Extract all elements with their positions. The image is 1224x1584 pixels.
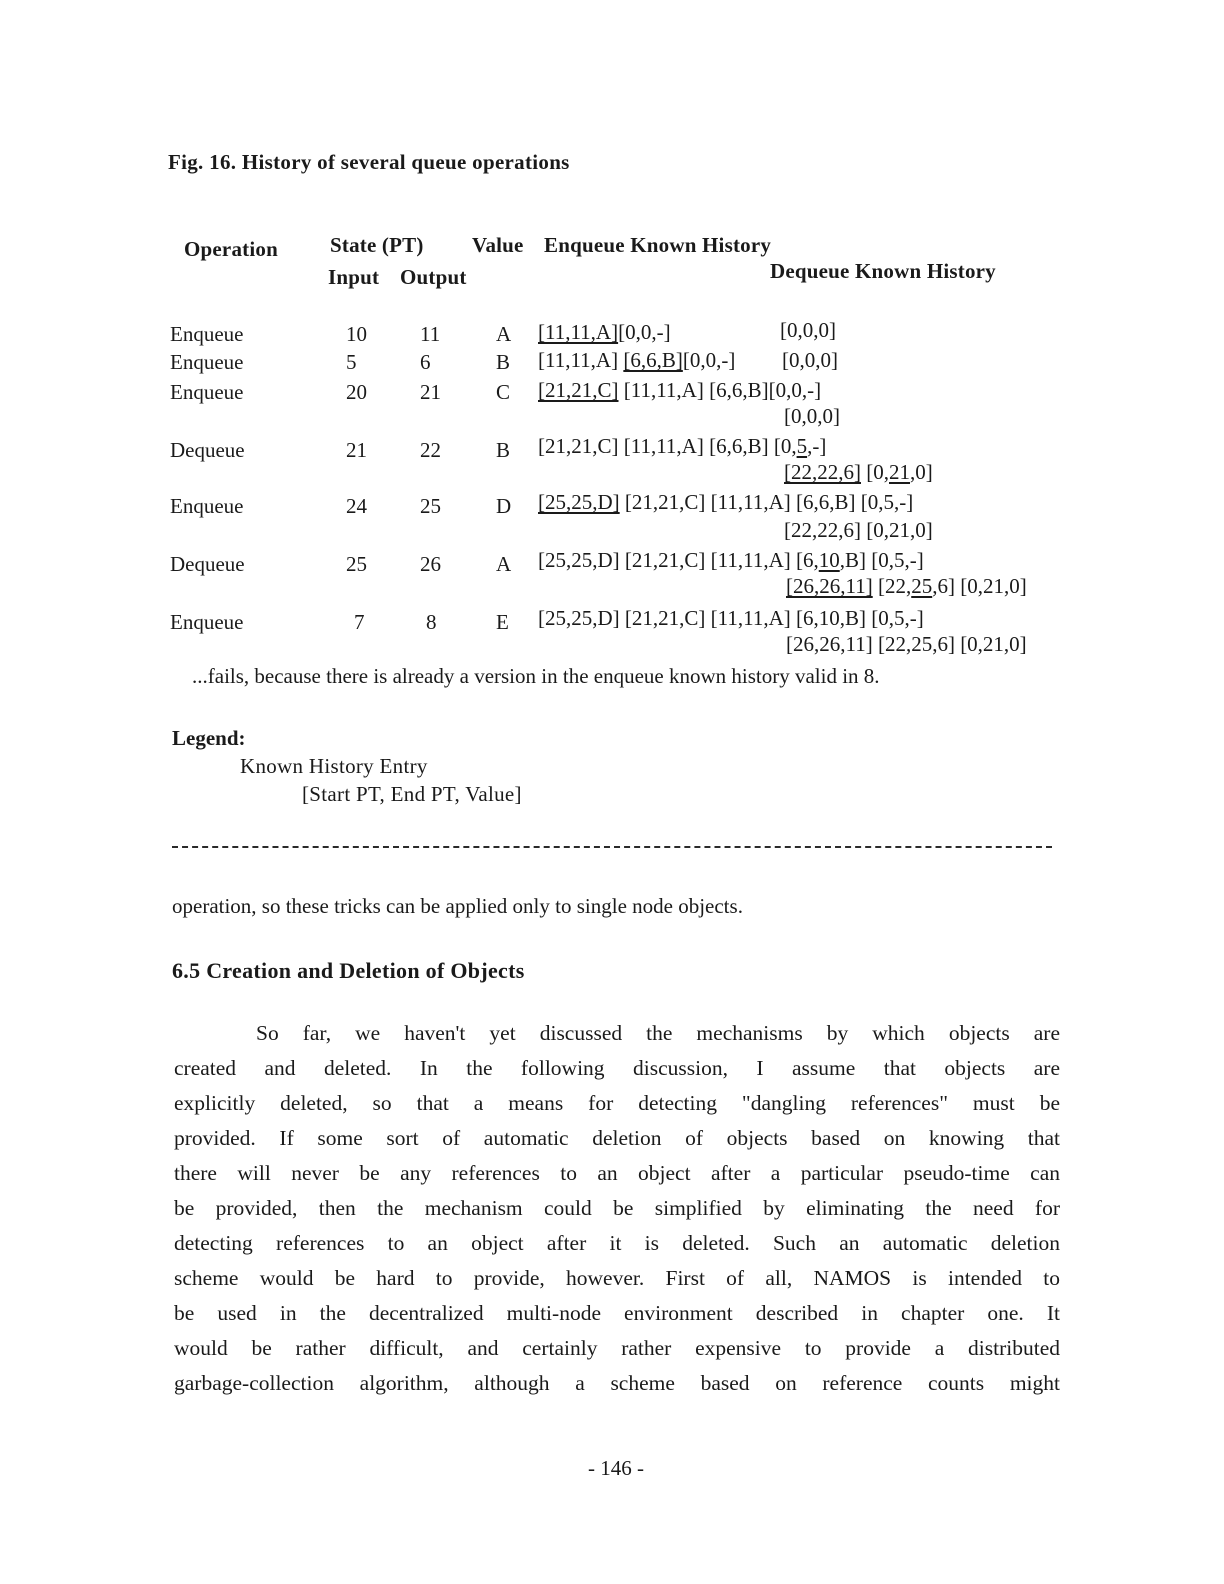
body-paragraph bbox=[174, 1016, 1060, 1401]
section-heading: 6.5 Creation and Deletion of Objects bbox=[172, 958, 525, 983]
row-operation: Enqueue bbox=[170, 350, 244, 374]
legend-line: Known History Entry bbox=[240, 754, 428, 778]
header-operation: Operation bbox=[184, 237, 278, 261]
row-value: C bbox=[496, 380, 511, 404]
row-input: 7 bbox=[354, 610, 365, 634]
row-dequeue-history: [26,26,11] [22,25,6] [0,21,0] bbox=[786, 632, 1027, 656]
row-enqueue-history: [25,25,D] [21,21,C] [11,11,A] [6,10,B] [0,5,-] bbox=[538, 606, 924, 630]
header-dequeue-history: Dequeue Known History bbox=[770, 259, 996, 283]
paragraph-line: garbage-collection algorithm, although a scheme based on reference counts might bbox=[174, 1371, 1060, 1395]
row-operation: Enqueue bbox=[170, 380, 244, 404]
paragraph-line: be used in the decentralized multi-node environment described in chapter one. It bbox=[174, 1301, 1060, 1325]
figure-caption: Fig. 16. History of several queue operations bbox=[168, 150, 570, 174]
header-enqueue-history: Enqueue Known History bbox=[544, 233, 772, 257]
paragraph-line: scheme would be hard to provide, however. First of all, NAMOS is intended to bbox=[174, 1266, 1060, 1290]
paragraph-line: explicitly deleted, so that a means for detecting "dangling references" must be bbox=[174, 1091, 1060, 1115]
row-input: 25 bbox=[346, 552, 367, 576]
row-enqueue-history bbox=[538, 348, 735, 373]
row-operation: Enqueue bbox=[170, 322, 244, 346]
row-dequeue-history: [0,0,0] bbox=[780, 318, 836, 342]
row-value: A bbox=[496, 552, 512, 576]
history-entry-new: [25,25,D] bbox=[538, 490, 620, 514]
row-value: A bbox=[496, 322, 512, 346]
history-entries: ,-] bbox=[807, 434, 827, 458]
row-output: 22 bbox=[420, 438, 441, 462]
history-entries: [21,21,C] [11,11,A] [6,6,B] [0, bbox=[538, 434, 797, 458]
history-entry-new: [6,6,B] bbox=[623, 348, 683, 372]
row-input: 21 bbox=[346, 438, 367, 462]
history-entries: ,0] bbox=[910, 460, 933, 484]
continuation-text: operation, so these tricks can be applied only to single node objects. bbox=[172, 894, 743, 918]
history-entry-changed: 5 bbox=[796, 434, 808, 458]
row-enqueue-history bbox=[538, 378, 821, 403]
history-entries: ,6] [0,21,0] bbox=[932, 574, 1027, 598]
history-entry-new: [21,21,C] bbox=[538, 378, 619, 402]
history-entry-changed: 10 bbox=[818, 548, 840, 572]
history-entries: ,B] [0,5,-] bbox=[839, 548, 924, 572]
row-operation: Enqueue bbox=[170, 610, 244, 634]
history-entries: [11,11,A] bbox=[538, 348, 624, 372]
row-output: 25 bbox=[420, 494, 441, 518]
row-value: D bbox=[496, 494, 512, 518]
row-enqueue-history bbox=[538, 490, 913, 515]
paragraph-line: would be rather difficult, and certainly rather expensive to provide a distributed bbox=[174, 1336, 1060, 1360]
row-value: E bbox=[496, 610, 509, 634]
history-entry-changed: 21 bbox=[889, 460, 910, 484]
paragraph-line: provided. If some sort of automatic deletion of objects based on knowing that bbox=[174, 1126, 1060, 1150]
header-value: Value bbox=[472, 233, 524, 257]
dashed-divider bbox=[172, 846, 1052, 848]
row-dequeue-history: [0,0,0] bbox=[784, 404, 840, 428]
legend-title: Legend: bbox=[172, 726, 246, 750]
row-enqueue-history bbox=[538, 548, 924, 573]
paragraph-line: be provided, then the mechanism could be simplified by eliminating the need for bbox=[174, 1196, 1060, 1220]
history-entries: [0,0,-] bbox=[618, 320, 671, 344]
row-output: 21 bbox=[420, 380, 441, 404]
row-dequeue-history: [0,0,0] bbox=[782, 348, 838, 372]
header-output: Output bbox=[400, 265, 467, 289]
row-operation: Dequeue bbox=[170, 552, 245, 576]
row-dequeue-history bbox=[786, 574, 1027, 599]
paragraph-line: So far, we haven't yet discussed the mechanisms by which objects are bbox=[256, 1021, 1060, 1045]
paragraph-line: there will never be any references to an object after a particular pseudo-time can bbox=[174, 1161, 1060, 1185]
history-entries: [21,21,C] [11,11,A] [6,6,B] [0,5,-] bbox=[619, 490, 914, 514]
history-entries: [25,25,D] [21,21,C] [11,11,A] [6, bbox=[538, 548, 819, 572]
history-entry-new: [26,26,11] bbox=[786, 574, 873, 598]
row-operation: Enqueue bbox=[170, 494, 244, 518]
row-input: 5 bbox=[346, 350, 357, 374]
row-output: 8 bbox=[426, 610, 437, 634]
history-entry-changed: 25 bbox=[911, 574, 933, 598]
header-state: State (PT) bbox=[330, 233, 424, 257]
row-dequeue-history: [22,22,6] [0,21,0] bbox=[784, 518, 933, 542]
row-output: 6 bbox=[420, 350, 431, 374]
header-input: Input bbox=[328, 265, 380, 289]
row-input: 20 bbox=[346, 380, 367, 404]
row-output: 11 bbox=[420, 322, 441, 346]
history-entries: [11,11,A] [6,6,B][0,0,-] bbox=[618, 378, 822, 402]
history-entry-new: [11,11,A] bbox=[538, 320, 619, 344]
row-value: B bbox=[496, 438, 511, 462]
paragraph-line: detecting references to an object after it is deleted. Such an automatic deletion bbox=[174, 1231, 1060, 1255]
row-output: 26 bbox=[420, 552, 441, 576]
row-dequeue-history bbox=[784, 460, 933, 485]
row-operation: Dequeue bbox=[170, 438, 245, 462]
row-value: B bbox=[496, 350, 511, 374]
history-entry-new: [22,22,6] bbox=[784, 460, 861, 484]
history-entries: [22, bbox=[872, 574, 912, 598]
row-enqueue-history bbox=[538, 320, 671, 345]
row-input: 10 bbox=[346, 322, 367, 346]
legend-line: [Start PT, End PT, Value] bbox=[302, 782, 522, 806]
figure-note: ...fails, because there is already a version in the enqueue known history valid in 8. bbox=[192, 664, 880, 688]
row-input: 24 bbox=[346, 494, 367, 518]
history-entries: [0,0,-] bbox=[682, 348, 736, 372]
history-entries: [0, bbox=[861, 460, 889, 484]
paragraph-line: created and deleted. In the following discussion, I assume that objects are bbox=[174, 1056, 1060, 1080]
row-enqueue-history bbox=[538, 434, 826, 459]
page-number: - 146 - bbox=[588, 1456, 644, 1480]
